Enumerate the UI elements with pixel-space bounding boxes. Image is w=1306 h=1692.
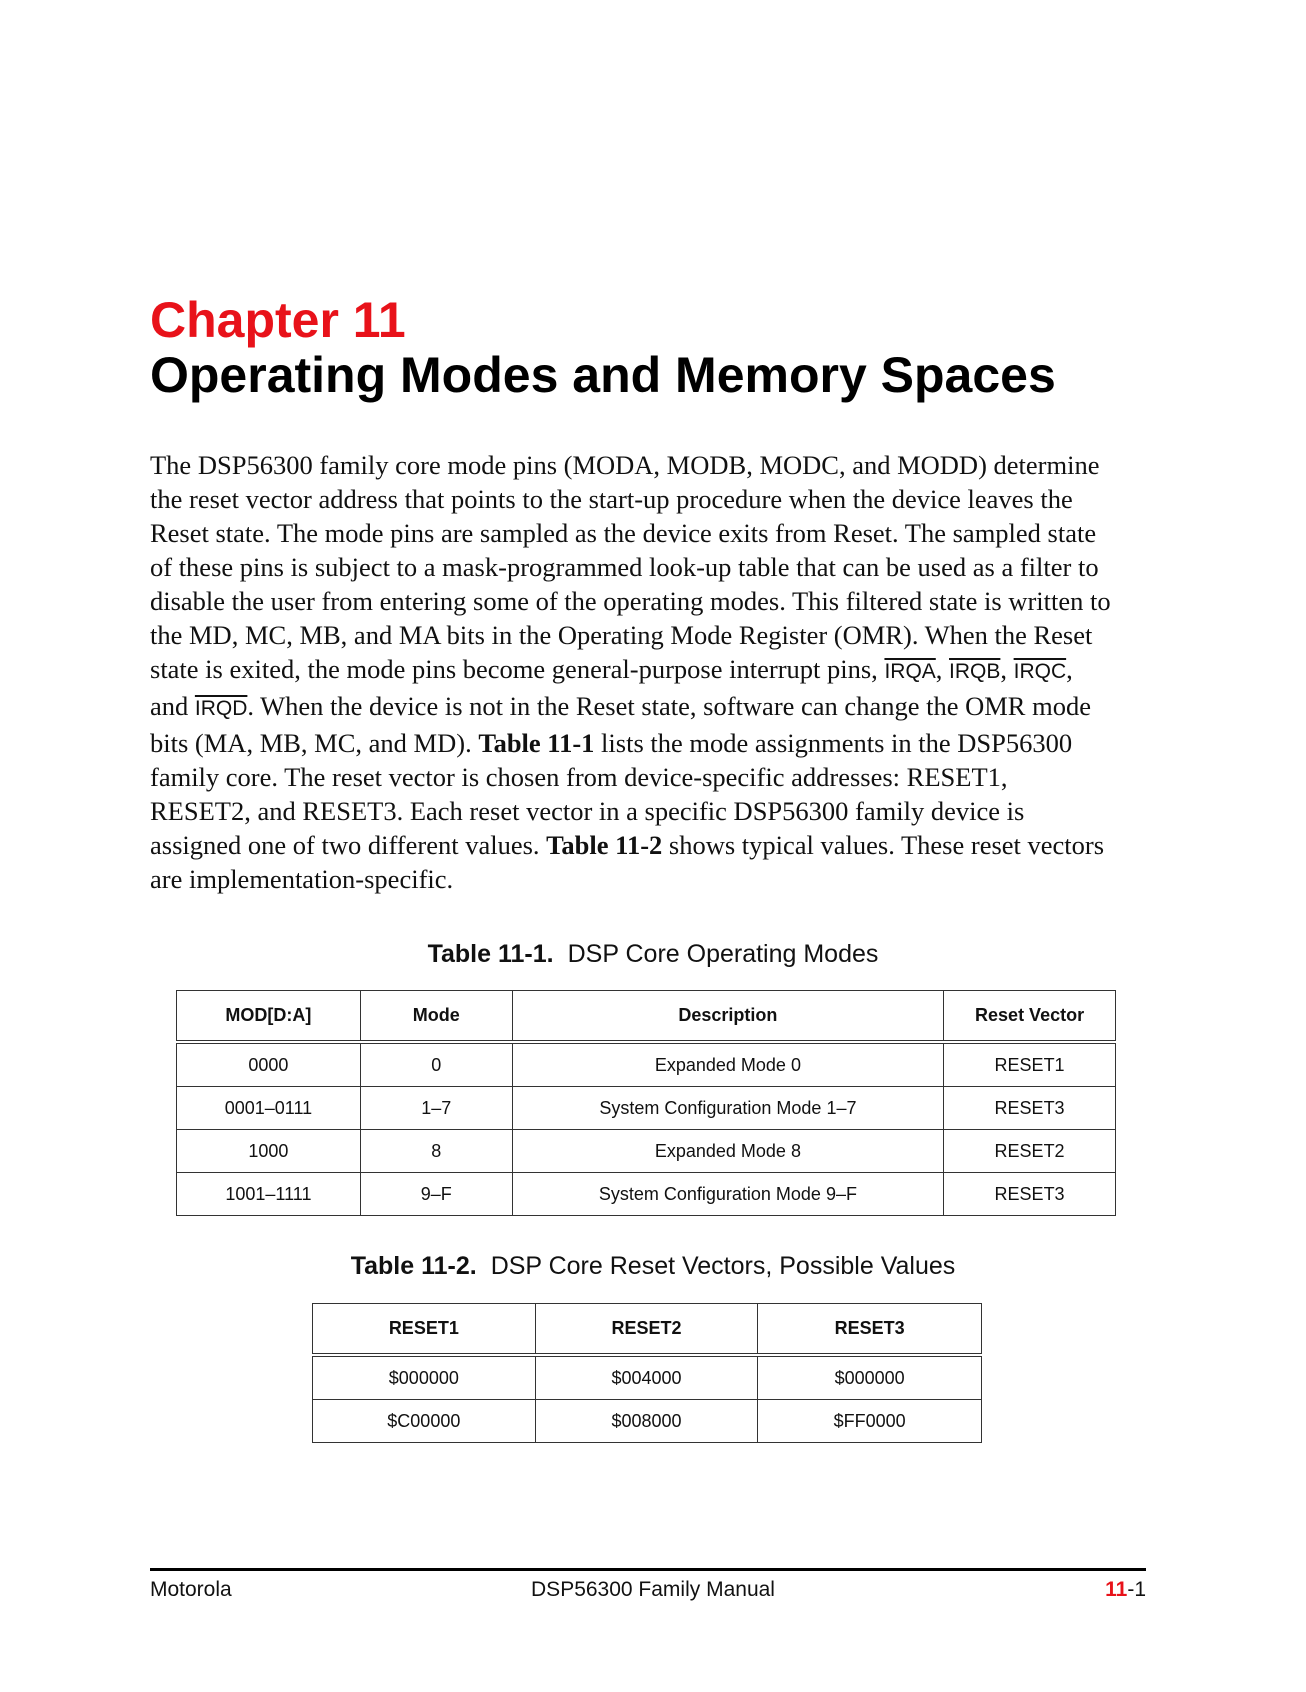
footer-rule	[150, 1568, 1146, 1571]
paragraph-line: Reset state. The mode pins are sampled as the device exits from Reset. The sampled state	[150, 518, 1097, 548]
caption-text: DSP Core Reset Vectors, Possible Values	[490, 1252, 956, 1280]
table-cell: $000000	[313, 1355, 536, 1400]
table-cell: System Configuration Mode 9–F	[512, 1173, 943, 1216]
table-cell: RESET3	[944, 1173, 1116, 1216]
paragraph-line	[150, 828, 1150, 862]
text-segment: bits (MA, MB, MC, and MD).	[150, 728, 479, 758]
text-segment: and	[150, 691, 195, 721]
irqc-signal: IRQC	[1013, 660, 1067, 683]
table-cell: System Configuration Mode 1–7	[512, 1087, 943, 1130]
table-11-1-reference[interactable]: Table 11-1	[478, 728, 595, 758]
column-header: Description	[512, 991, 943, 1043]
chapter-number: Chapter 11	[150, 292, 406, 348]
paragraph-line: disable the user from entering some of the operating modes. This filtered state is written to	[150, 586, 1111, 616]
table-cell: Expanded Mode 0	[512, 1042, 943, 1087]
table-row	[177, 1130, 1116, 1173]
page-separator: -	[1127, 1578, 1135, 1601]
text-segment: shows typical values. These reset vectors	[662, 830, 1105, 860]
column-header: Reset Vector	[944, 991, 1116, 1043]
table-cell: 0000	[177, 1042, 361, 1087]
text-segment: state is exited, the mode pins become general-purpose interrupt pins,	[150, 654, 885, 684]
paragraph-line: state is exited, the mode pins become general-purpose interrupt pins, IRQA, IRQB, IRQC,	[150, 654, 1073, 684]
table-row	[177, 1173, 1116, 1216]
column-header: Mode	[360, 991, 512, 1043]
table-cell: 9–F	[360, 1173, 512, 1216]
table-cell: RESET3	[944, 1087, 1116, 1130]
table-11-2-caption	[0, 1252, 1306, 1281]
table-row	[313, 1400, 982, 1443]
table-row	[177, 1087, 1116, 1130]
caption-number: Table 11-2.	[350, 1252, 477, 1280]
paragraph-line	[150, 726, 1150, 760]
paragraph-line: the reset vector address that points to the start-up procedure when the device leaves the	[150, 484, 1073, 514]
table-cell: Expanded Mode 8	[512, 1130, 943, 1173]
text-segment: assigned one of two different values.	[150, 830, 547, 860]
paragraph-line: of these pins is subject to a mask-programmed look-up table that can be used as a filter to	[150, 552, 1099, 582]
irqb-signal: IRQB	[949, 660, 1001, 683]
footer-publisher: Motorola	[150, 1578, 232, 1601]
table-cell: 0001–0111	[177, 1087, 361, 1130]
table-row	[313, 1355, 982, 1400]
paragraph-line: The DSP56300 family core mode pins (MODA, MODB, MODC, and MODD) determine	[150, 450, 1100, 480]
chapter-title: Operating Modes and Memory Spaces	[150, 347, 1056, 403]
table-cell: 1000	[177, 1130, 361, 1173]
table-cell: 1001–1111	[177, 1173, 361, 1216]
table-cell: $004000	[535, 1355, 758, 1400]
irqd-signal: IRQD	[194, 697, 248, 720]
footer-manual-title: DSP56300 Family Manual	[531, 1578, 775, 1601]
irqa-signal: IRQA	[884, 660, 936, 683]
column-header: RESET2	[535, 1304, 758, 1356]
reset-vectors-table	[312, 1303, 982, 1443]
table-cell: 1–7	[360, 1087, 512, 1130]
intro-paragraph	[150, 448, 1150, 896]
table-cell: $008000	[535, 1400, 758, 1443]
table-cell: 0	[360, 1042, 512, 1087]
table-cell: RESET1	[944, 1042, 1116, 1087]
caption-number: Table 11-1.	[427, 940, 554, 968]
table-row	[177, 1042, 1116, 1087]
column-header: RESET3	[758, 1304, 982, 1356]
page-index: 1	[1134, 1578, 1146, 1601]
column-header: RESET1	[313, 1304, 536, 1356]
table-11-1-caption	[0, 940, 1306, 969]
table-cell: $C00000	[313, 1400, 536, 1443]
text-segment: lists the mode assignments in the DSP56300	[594, 728, 1073, 758]
paragraph-line	[150, 689, 1150, 726]
table-cell: $000000	[758, 1355, 982, 1400]
table-11-2-reference[interactable]: Table 11-2	[546, 830, 663, 860]
paragraph-line: RESET2, and RESET3. Each reset vector in a specific DSP56300 family device is	[150, 796, 1025, 826]
page-number	[1105, 1578, 1146, 1602]
table-cell: RESET2	[944, 1130, 1116, 1173]
paragraph-line: family core. The reset vector is chosen from device-specific addresses: RESET1,	[150, 762, 1008, 792]
column-header: MOD[D:A]	[177, 991, 361, 1043]
paragraph-line: the MD, MC, MB, and MA bits in the Operating Mode Register (OMR). When the Reset	[150, 620, 1093, 650]
table-cell: $FF0000	[758, 1400, 982, 1443]
paragraph-line: are implementation-specific.	[150, 864, 454, 894]
text-segment: . When the device is not in the Reset state, software can change the OMR mode	[247, 691, 1091, 721]
operating-modes-table	[176, 990, 1116, 1216]
table-cell: 8	[360, 1130, 512, 1173]
page-chapter: 11	[1105, 1578, 1128, 1601]
caption-text: DSP Core Operating Modes	[567, 940, 879, 968]
